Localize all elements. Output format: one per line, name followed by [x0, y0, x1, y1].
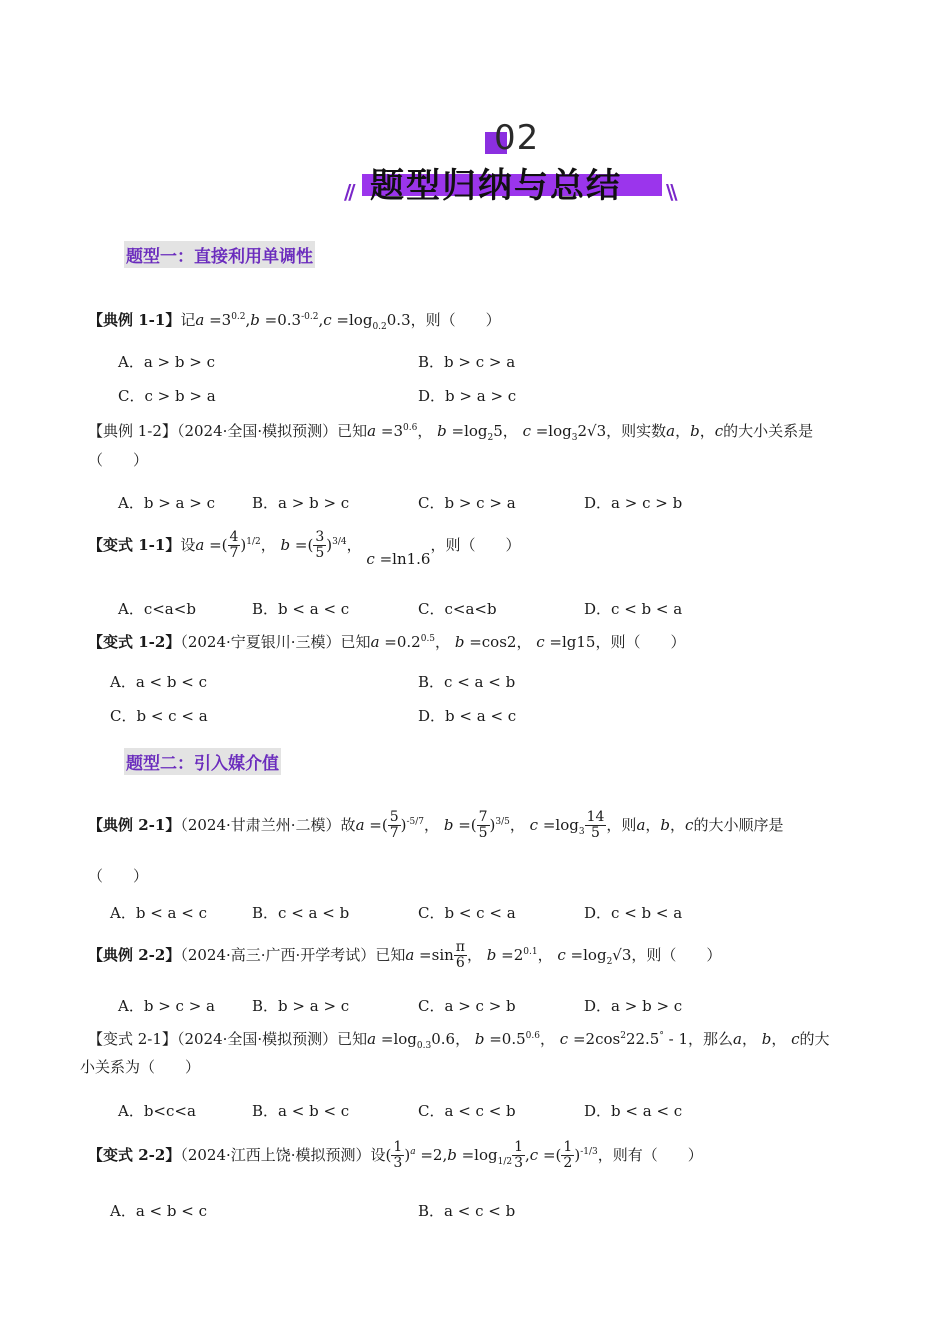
question-source: （2024·高三·广西·开学考试） [180, 945, 376, 964]
option-c[interactable]: C．b > c > a [418, 494, 516, 512]
question-tag: 【典例 1-2】 [88, 422, 177, 440]
question-source: （2024·全国·模拟预测） [176, 1030, 338, 1048]
question-tag: 【典例 2-1】 [88, 815, 181, 834]
option-c[interactable]: C．c<a<b [418, 600, 497, 618]
option-a[interactable]: A．b > c > a [118, 997, 215, 1015]
question-tag: 【典例 2-2】 [88, 945, 181, 964]
option-a[interactable]: A．b > a > c [118, 494, 215, 512]
option-a[interactable]: A．b < a < c [110, 904, 207, 922]
option-b[interactable]: B．c < a < b [252, 904, 350, 922]
question-source: （2024·甘肃兰州·二模） [180, 815, 341, 834]
option-d[interactable]: D．b < a < c [584, 1102, 683, 1120]
section-heading-1: 题型一：直接利用单调性 [124, 241, 315, 268]
option-b[interactable]: B．a < c < b [418, 1202, 516, 1220]
option-b[interactable]: B．a > b > c [252, 494, 350, 512]
option-a[interactable]: A．a > b > c [118, 353, 215, 371]
question-v1-1: 【变式 1-1】设a =( $\frac{4}{7}$ )$^{1/2}$， b =( $\frac{3}{5}$ )$^{3/4}$， c =ln1.6，则（ ） [88, 529, 521, 568]
option-a[interactable]: A．c<a<b [118, 600, 196, 618]
question-source: （2024·宁夏银川·三模） [180, 633, 341, 651]
option-d[interactable]: D．c < b < a [584, 600, 683, 618]
option-c[interactable]: C．b < c < a [418, 904, 516, 922]
question-2-2: 【典例 2-2】（2024·高三·广西·开学考试）已知a =sin $\frac{\pi}{6}$ ， $b =2^{0.1}$， $c =\log_2√3$，则（ ） [88, 939, 722, 972]
question-tag: 【变式 2-2】 [88, 1145, 181, 1164]
question-1-2: 【典例 1-2】（2024·全国·模拟预测）已知$a =3^{0.6}$， $b =\log_25$， $c =\log_32√3$，则实数a，b，c的大小关系是 （ ） [88, 422, 814, 470]
question-tag: 【典例 1-1】 [88, 311, 181, 329]
question-source: （2024·全国·模拟预测） [176, 422, 338, 440]
question-tag: 【变式 1-2】 [88, 633, 181, 651]
option-d[interactable]: D．c < b < a [584, 904, 683, 922]
option-d[interactable]: D．a > c > b [584, 494, 683, 512]
option-c[interactable]: C．c > b > a [118, 387, 216, 405]
section-heading-2: 题型二：引入媒介值 [124, 748, 281, 775]
option-b[interactable]: B．a < b < c [252, 1102, 350, 1120]
chapter-number: 02 [494, 118, 540, 158]
question-v2-1: 【变式 2-1】（2024·全国·模拟预测）已知$a =\log_{0.3}0.6$， $b =0.5^{0.6}$， $c =2\cos^222.5^\circ - 1$，那么a， b， c的大 小关系为（ ） [80, 1030, 830, 1077]
chapter-title: 题型归纳与总结 [370, 166, 622, 206]
question-2-1-blank: （ ） [88, 867, 149, 885]
option-c[interactable]: C．a < c < b [418, 1102, 516, 1120]
option-b[interactable]: B．b < a < c [252, 600, 350, 618]
option-d[interactable]: D．b < a < c [418, 707, 517, 725]
question-v2-2: 【变式 2-2】（2024·江西上饶·模拟预测）设( $\frac{1}{3}$ )$^a =2,b =\log_{1/2}$ $\frac{1}{3}$ ,c =( $\frac{1}{2}$ )$^{-1/3}$，则有（ ） [88, 1139, 703, 1172]
question-tag: 【变式 1-1】 [88, 535, 181, 554]
option-b[interactable]: B．b > c > a [418, 353, 516, 371]
option-b[interactable]: B．b > a > c [252, 997, 350, 1015]
chapter-banner [340, 118, 690, 208]
right-slash-marks: \\ [666, 180, 675, 204]
option-a[interactable]: A．a < b < c [110, 673, 207, 691]
question-source: （2024·江西上饶·模拟预测） [180, 1145, 371, 1164]
option-d[interactable]: D．a > b > c [584, 997, 683, 1015]
option-a[interactable]: A．b<c<a [118, 1102, 196, 1120]
option-c[interactable]: C．b < c < a [110, 707, 208, 725]
option-c[interactable]: C．a > c > b [418, 997, 516, 1015]
option-b[interactable]: B．c < a < b [418, 673, 516, 691]
question-v1-2: 【变式 1-2】（2024·宁夏银川·三模）已知$a =0.2^{0.5}$， b =cos2， c =lg15，则（ ） [88, 633, 686, 651]
option-d[interactable]: D．b > a > c [418, 387, 517, 405]
option-a[interactable]: A．a < b < c [110, 1202, 207, 1220]
left-slash-marks: // [344, 180, 353, 204]
question-tag: 【变式 2-1】 [88, 1030, 177, 1048]
question-1-1: 【典例 1-1】记$a =3^{0.2},b =0.3^{-0.2},c =\log_{0.2}0.3$，则（ ） [88, 311, 501, 332]
question-2-1: 【典例 2-1】（2024·甘肃兰州·二模）故a =( $\frac{5}{7}$ )$^{-5/7}$， b =( $\frac{7}{5}$ )$^{3/5}$， $c =\log_3$ $\frac{14}{5}$ ，则a，b，c的大小顺序是 [88, 809, 784, 842]
